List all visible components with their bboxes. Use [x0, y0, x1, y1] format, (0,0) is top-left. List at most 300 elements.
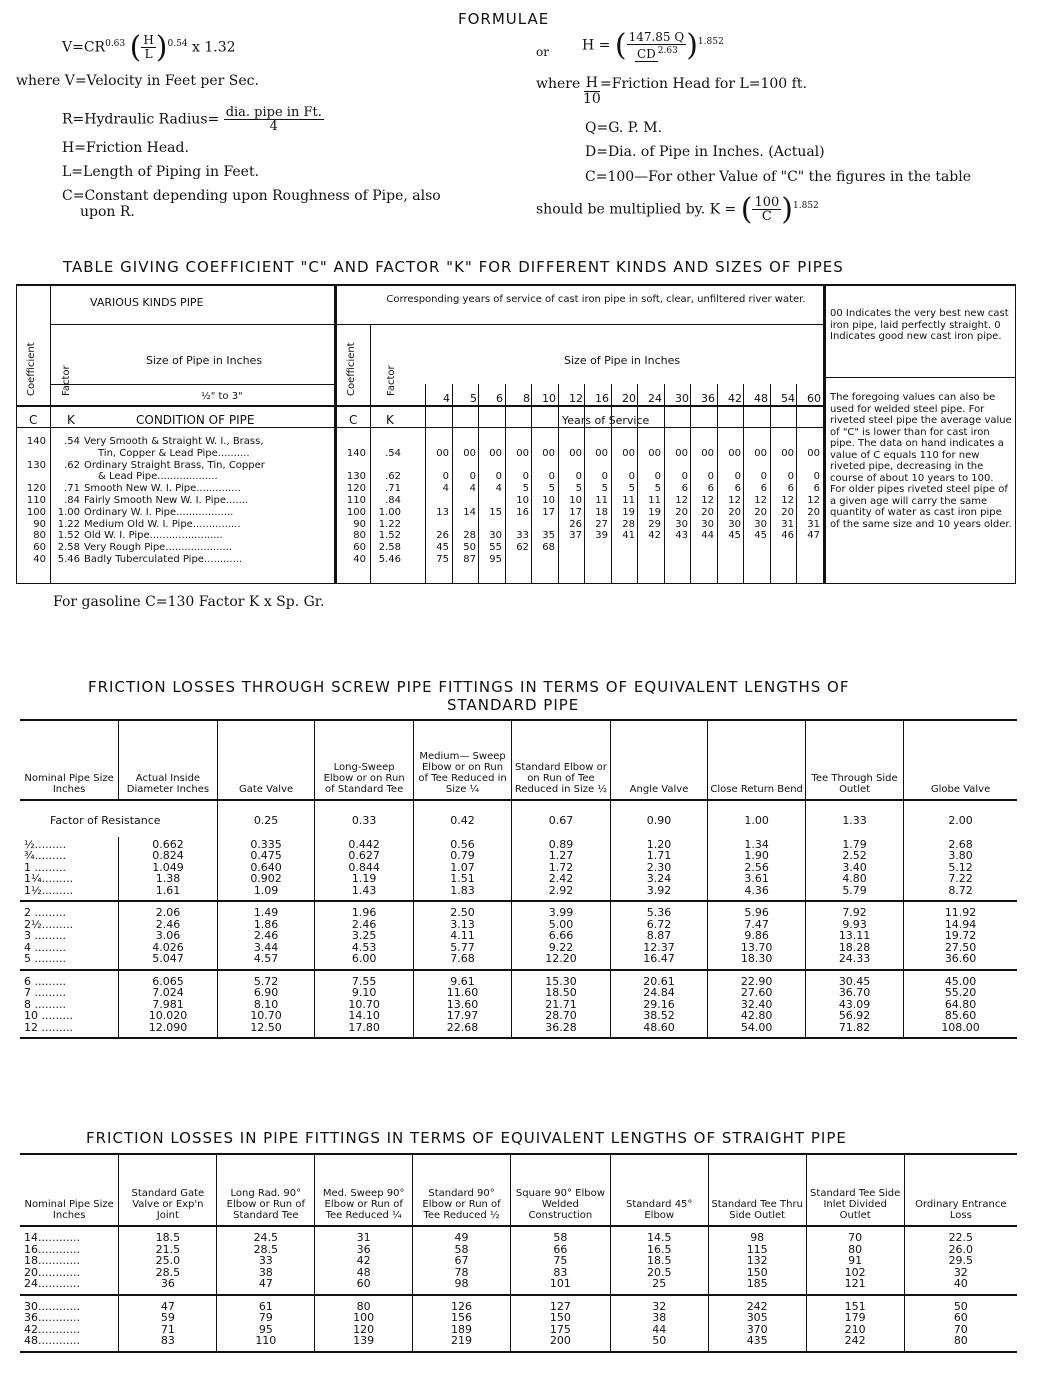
equivalent-length: 7.981 [152, 997, 184, 1011]
years-of-service: 5 [654, 483, 661, 494]
right-factor: 5.46 [378, 554, 401, 565]
equivalent-length: 29.5 [948, 1254, 974, 1267]
equivalent-length: 435 [746, 1334, 768, 1347]
resistance-factor: 2.00 [904, 800, 1017, 837]
value-cell [610, 1295, 708, 1352]
various-kinds-label: VARIOUS KINDS PIPE [90, 296, 204, 309]
equivalent-length: 108.00 [941, 1020, 980, 1034]
years-of-service: 00 [595, 448, 608, 459]
years-of-service: 0 [654, 471, 661, 482]
equivalent-length: 24.5 [253, 1231, 279, 1244]
value-cell [217, 837, 315, 902]
equivalent-length: 126 [451, 1299, 473, 1313]
years-of-service: 5 [601, 483, 608, 494]
equivalent-length: 21.5 [155, 1242, 181, 1256]
equivalent-length: 91 [848, 1254, 863, 1267]
equivalent-length: 43.09 [838, 997, 871, 1011]
equivalent-length: 38 [652, 1311, 667, 1324]
pipe-size: ½......... [24, 837, 67, 851]
equivalent-length: 120 [353, 1322, 375, 1336]
value-cell [708, 970, 806, 1039]
equivalent-length: 1.86 [253, 917, 279, 931]
equivalent-length: 370 [746, 1322, 768, 1336]
years-of-service: 33 [516, 530, 529, 541]
years-of-service: 46 [781, 530, 794, 541]
value-cell [511, 1295, 611, 1352]
equivalent-length: 48.60 [643, 1020, 675, 1034]
equivalent-length: 1.049 [152, 860, 184, 874]
equivalent-length: 3.80 [948, 849, 973, 862]
pipe-size-header: 36 [701, 392, 715, 405]
def-gpm: Q=G. P. M. [585, 120, 663, 136]
def-hydraulic-radius: R=Hydraulic Radius= $\frac{\text{dia. pipe in Ft.}}{4}$ [62, 105, 322, 134]
equivalent-length: 32 [652, 1299, 667, 1313]
column-header: Angle Valve [610, 720, 708, 800]
pipe-condition: Badly Tuberculated Pipe............ [84, 554, 243, 565]
years-of-service: 5 [522, 483, 529, 494]
value-cell [904, 837, 1017, 902]
column-header: Ordinary Entrance Loss [904, 1154, 1017, 1226]
years-of-service: 68 [542, 542, 555, 553]
value-cell [217, 970, 315, 1039]
def-c-100: C=100—For other Value of "C" the figures in the table [585, 169, 972, 185]
k-label-left: K [67, 413, 75, 427]
right-coefficient: 60 [353, 542, 366, 553]
years-of-service: 00 [754, 448, 767, 459]
equivalent-length: 8.10 [253, 997, 279, 1011]
equivalent-length: 1.49 [253, 906, 279, 919]
pipe-size: 42............ [24, 1322, 80, 1336]
equivalent-length: 19.72 [944, 929, 977, 942]
years-of-service: 31 [781, 519, 794, 530]
def-diameter: D=Dia. of Pipe in Inches. (Actual) [585, 144, 825, 160]
equivalent-length: 5.72 [253, 974, 279, 988]
equivalent-length: 151 [844, 1299, 866, 1313]
equivalent-length: 24.84 [643, 986, 675, 999]
years-of-service: 6 [787, 483, 794, 494]
equivalent-length: 3.99 [548, 906, 574, 919]
years-of-service: 75 [436, 554, 449, 565]
k-formula: should be multiplied by. K = ( $\frac{100}{C}$ )$^{1.852}$ [536, 192, 819, 227]
right-coefficient: 80 [353, 530, 366, 541]
value-cell [315, 837, 414, 902]
equivalent-length: 60 [356, 1277, 371, 1290]
equivalent-length: 55.20 [944, 986, 977, 999]
years-of-service: 11 [622, 495, 635, 506]
resistance-factor: 0.33 [315, 800, 414, 837]
years-of-service: 20 [754, 507, 767, 518]
left-factor: .54 [64, 436, 80, 447]
equivalent-length: 14.94 [944, 917, 977, 931]
equivalent-length: 60 [953, 1311, 968, 1324]
years-of-service: 47 [807, 530, 820, 541]
years-of-service: 30 [728, 519, 741, 530]
table3-title: FRICTION LOSSES IN PIPE FITTINGS IN TERMS OF EQUIVALENT LENGTHS OF STRAIGHT PIPE [86, 1129, 847, 1147]
equivalent-length: 21.71 [545, 997, 577, 1011]
equivalent-length: 80 [848, 1242, 863, 1256]
years-of-service: 12 [675, 495, 688, 506]
size-header-left: Size of Pipe in Inches [146, 354, 263, 367]
years-of-service: 87 [463, 554, 476, 565]
years-of-service: 0 [787, 471, 794, 482]
pipe-size: 36............ [24, 1311, 80, 1324]
column-header: Medium— Sweep Elbow or on Run of Tee Reduced in Size ¼ [413, 720, 511, 800]
equivalent-length: 71 [160, 1322, 175, 1336]
equivalent-length: 7.024 [152, 986, 184, 999]
equivalent-length: 83 [160, 1334, 175, 1347]
value-cell [315, 970, 414, 1039]
equivalent-length: 54.00 [740, 1020, 773, 1034]
value-cell [217, 1226, 315, 1295]
value-cell [805, 901, 903, 970]
equivalent-length: 210 [844, 1322, 866, 1336]
equivalent-length: 7.92 [842, 906, 867, 919]
value-cell [413, 970, 511, 1039]
equivalent-length: 3.61 [744, 872, 769, 885]
right-coefficient: 120 [346, 483, 366, 494]
equivalent-length: 13.11 [838, 929, 871, 942]
coefficient-label-left: Coefficient [26, 342, 37, 396]
years-of-service: 4 [495, 483, 502, 494]
years-of-service: 30 [675, 519, 688, 530]
years-of-service: 26 [436, 530, 449, 541]
equivalent-length: 16.47 [643, 952, 675, 965]
equivalent-length: 3.92 [646, 883, 672, 897]
column-header: Square 90° Elbow Welded Construction [511, 1154, 611, 1226]
equivalent-length: 2.46 [253, 929, 279, 942]
factor-label-right: Factor [386, 365, 397, 396]
equivalent-length: 1.71 [646, 849, 672, 862]
equivalent-length: 1.38 [155, 872, 181, 885]
def-h-over-10: $\frac{H}{10}$ [583, 75, 601, 107]
years-of-service: 0 [442, 471, 449, 482]
pipe-size-header: 8 [523, 392, 530, 405]
years-of-service: 6 [681, 483, 688, 494]
equivalent-length: 27.60 [740, 986, 773, 999]
equivalent-length: 110 [255, 1334, 277, 1347]
k-label-right: K [386, 413, 394, 427]
equivalent-length: 1.09 [253, 883, 279, 897]
equivalent-length: 36 [356, 1242, 371, 1256]
equivalent-length: 2.30 [646, 860, 672, 874]
years-of-service: 19 [648, 507, 661, 518]
pipe-size: 20............ [24, 1265, 80, 1279]
right-factor: 1.52 [378, 530, 401, 541]
equivalent-length: 36.60 [944, 952, 977, 965]
years-of-service: 00 [569, 448, 582, 459]
years-of-service: 41 [622, 530, 635, 541]
years-of-service: 0 [548, 471, 555, 482]
equivalent-length: 1.83 [450, 883, 475, 897]
equivalent-length: 7.47 [744, 917, 769, 931]
equivalent-length: 132 [746, 1254, 768, 1267]
equivalent-length: 70 [848, 1231, 863, 1244]
equivalent-length: 7.68 [450, 952, 475, 965]
years-of-service: 42 [648, 530, 661, 541]
def-constant-cont: upon R. [80, 204, 135, 220]
years-of-service: 11 [595, 495, 608, 506]
pipe-size: 1½......... [24, 883, 74, 897]
value-cell [119, 837, 218, 902]
years-of-service: 00 [701, 448, 714, 459]
value-cell [610, 970, 708, 1039]
equivalent-length: 3.13 [450, 917, 475, 931]
equivalent-length: 47 [258, 1277, 273, 1290]
column-header: Actual Inside Diameter Inches [119, 720, 218, 800]
equivalent-length: 1.90 [744, 849, 769, 862]
equivalent-length: 5.96 [744, 906, 769, 919]
equivalent-length: 10.70 [250, 1009, 282, 1022]
years-of-service: 26 [569, 519, 582, 530]
equivalent-length: 80 [356, 1299, 371, 1313]
equivalent-length: 2.52 [842, 849, 867, 862]
left-factor: .71 [64, 483, 80, 494]
equivalent-length: 5.12 [948, 860, 973, 874]
equivalent-length: 1.72 [548, 860, 574, 874]
column-header: Standard Tee Thru Side Outlet [708, 1154, 806, 1226]
value-cell [413, 1226, 511, 1295]
right-coefficient: 110 [346, 495, 366, 506]
pipe-size-cell [20, 1295, 119, 1352]
column-header: Long Rad. 90° Elbow or Run of Standard Tee [217, 1154, 315, 1226]
equivalent-length: 31 [356, 1231, 371, 1244]
pipe-size-header: 10 [542, 392, 556, 405]
years-of-service: 30 [754, 519, 767, 530]
equivalent-length: 2.56 [744, 860, 769, 874]
equivalent-length: 139 [353, 1334, 375, 1347]
years-of-service: 0 [628, 471, 635, 482]
equivalent-length: 3.40 [842, 860, 867, 874]
years-of-service: 17 [542, 507, 555, 518]
equivalent-length: 2.50 [450, 906, 475, 919]
factor-of-resistance-label: Factor of Resistance [50, 814, 161, 827]
equivalent-length: 242 [746, 1299, 768, 1313]
value-cell [904, 970, 1017, 1039]
screw-fittings-table [20, 719, 1017, 1039]
equivalent-length: 0.79 [450, 849, 475, 862]
pipe-size: 12 ......... [24, 1020, 73, 1034]
equivalent-length: 61 [258, 1299, 273, 1313]
years-of-service: 5 [575, 483, 582, 494]
pipe-size-header: 60 [807, 392, 821, 405]
pipe-condition: Old W. I. Pipe....................... [84, 530, 223, 541]
right-factor: .84 [385, 495, 401, 506]
value-cell [512, 837, 611, 902]
right-factor: 2.58 [378, 542, 401, 553]
head-formula: H = ( $\frac{147.85 Q}{CD ^{2.63}}$ )$^{1.852}$ [582, 28, 724, 63]
years-of-service: 95 [489, 554, 502, 565]
table2-title-2: STANDARD PIPE [447, 696, 580, 714]
equivalent-length: 36.28 [545, 1020, 577, 1034]
equivalent-length: 102 [844, 1265, 866, 1279]
factor-label-left: Factor [61, 365, 72, 396]
equivalent-length: 9.61 [450, 974, 475, 988]
def-where: where [536, 76, 581, 92]
equivalent-length: 4.53 [351, 940, 377, 954]
value-cell [413, 837, 511, 902]
value-cell [610, 1226, 708, 1295]
equivalent-length: 7.55 [351, 974, 377, 988]
right-coefficient: 100 [346, 507, 366, 518]
equivalent-length: 22.68 [446, 1020, 479, 1034]
years-of-service: 0 [575, 471, 582, 482]
years-of-service: 19 [622, 507, 635, 518]
value-cell [512, 901, 611, 970]
equivalent-length: 1.61 [155, 883, 181, 897]
years-of-service: 35 [542, 530, 555, 541]
pipe-size-header: 5 [470, 392, 477, 405]
years-of-service: 30 [701, 519, 714, 530]
equivalent-length: 32.40 [740, 997, 773, 1011]
value-cell [806, 1295, 904, 1352]
years-of-service: 50 [463, 542, 476, 553]
years-of-service: 00 [781, 448, 794, 459]
value-cell [805, 837, 903, 902]
value-cell [708, 837, 806, 902]
years-of-service: 4 [442, 483, 449, 494]
right-coefficient: 90 [353, 519, 366, 530]
column-header: Close Return Bend [708, 720, 806, 800]
equivalent-length: 0.844 [348, 860, 380, 874]
equivalent-length: 78 [454, 1265, 469, 1279]
value-cell [119, 1226, 217, 1295]
table2-title-1: FRICTION LOSSES THROUGH SCREW PIPE FITTINGS IN TERMS OF EQUIVALENT LENGTHS OF [88, 678, 850, 696]
equivalent-length: 150 [746, 1265, 768, 1279]
years-of-service: 00 [622, 448, 635, 459]
years-of-service: 15 [489, 507, 502, 518]
equivalent-length: 36.70 [838, 986, 871, 999]
value-cell [315, 1295, 413, 1352]
resistance-factor: 0.90 [610, 800, 708, 837]
equivalent-length: 22.5 [948, 1231, 974, 1244]
pipe-condition: Tin, Copper & Lead Pipe.......... [98, 448, 250, 459]
equivalent-length: 95 [258, 1322, 273, 1336]
c-label-right: C [349, 413, 358, 427]
column-header: Gate Valve [217, 720, 315, 800]
pipe-size-cell [20, 901, 119, 970]
equivalent-length: 13.70 [740, 940, 773, 954]
equivalent-length: 101 [549, 1277, 571, 1290]
equivalent-length: 59 [160, 1311, 175, 1324]
equivalent-length: 175 [549, 1322, 571, 1336]
left-coefficient: 130 [26, 460, 46, 471]
equivalent-length: 2.68 [948, 837, 973, 851]
years-of-service: 0 [734, 471, 741, 482]
left-factor: 5.46 [57, 554, 80, 565]
equivalent-length: 2.92 [548, 883, 574, 897]
equivalent-length: 14.10 [348, 1009, 380, 1022]
years-of-service: 44 [701, 530, 714, 541]
equivalent-length: 0.902 [250, 872, 282, 885]
years-of-service: 16 [516, 507, 529, 518]
value-cell [708, 1295, 806, 1352]
equivalent-length: 29.16 [643, 997, 675, 1011]
equivalent-length: 305 [746, 1311, 768, 1324]
equivalent-length: 13.60 [446, 997, 479, 1011]
years-of-service: 0 [601, 471, 608, 482]
pipe-size-cell [20, 1226, 119, 1295]
equivalent-length: 6.66 [548, 929, 574, 942]
pipe-condition: Fairly Smooth New W. I. Pipe....... [84, 495, 249, 506]
equivalent-length: 85.60 [944, 1009, 977, 1022]
right-factor: 1.22 [378, 519, 401, 530]
equivalent-length: 26.0 [948, 1242, 974, 1256]
value-cell [904, 901, 1017, 970]
equivalent-length: 12.090 [148, 1020, 188, 1034]
years-service-label: Years of Service [562, 414, 650, 427]
years-of-service: 10 [516, 495, 529, 506]
value-cell [805, 970, 903, 1039]
years-of-service: 12 [754, 495, 767, 506]
equivalent-length: 44 [652, 1322, 667, 1336]
pipe-size-header: 48 [754, 392, 768, 405]
equivalent-length: 10.020 [148, 1009, 188, 1022]
equivalent-length: 9.22 [548, 940, 574, 954]
equivalent-length: 127 [549, 1299, 571, 1313]
years-of-service: 0 [681, 471, 688, 482]
equivalent-length: 6.00 [351, 952, 377, 965]
pipe-size-header: 20 [622, 392, 636, 405]
pipe-size-header: 54 [781, 392, 795, 405]
equivalent-length: 10.70 [348, 997, 380, 1011]
def-constant: C=Constant depending upon Roughness of Pipe, also [62, 188, 441, 204]
right-coefficient: 130 [346, 471, 366, 482]
equivalent-length: 200 [549, 1334, 571, 1347]
pipe-fittings-table [20, 1153, 1017, 1353]
left-coefficient: 40 [33, 554, 46, 565]
years-of-service: 12 [781, 495, 794, 506]
left-factor: .62 [64, 460, 80, 471]
equivalent-length: 75 [553, 1254, 568, 1267]
equivalent-length: 18.28 [838, 940, 871, 954]
pipe-size-header: 30 [675, 392, 689, 405]
equivalent-length: 47 [160, 1299, 175, 1313]
def-friction-head-l: =Friction Head for L=100 ft. [600, 76, 807, 92]
pipe-size: 24............ [24, 1277, 80, 1290]
years-of-service: 00 [463, 448, 476, 459]
equivalent-length: 115 [746, 1242, 768, 1256]
value-cell [806, 1226, 904, 1295]
table1-title: TABLE GIVING COEFFICIENT "C" AND FACTOR "K" FOR DIFFERENT KINDS AND SIZES OF PIPES [63, 258, 844, 276]
equivalent-length: 1.79 [842, 837, 867, 851]
years-of-service: 13 [436, 507, 449, 518]
equivalent-length: 8.72 [948, 883, 973, 897]
value-cell [610, 901, 708, 970]
equivalent-length: 5.79 [842, 883, 867, 897]
value-cell [904, 1226, 1017, 1295]
value-cell [610, 837, 708, 902]
equivalent-length: 0.56 [450, 837, 475, 851]
left-factor: .84 [64, 495, 80, 506]
years-of-service: 5 [548, 483, 555, 494]
years-of-service: 6 [707, 483, 714, 494]
note-top: 00 Indicates the very best new cast iron pipe, laid perfectly straight. 0 Indicates good new cast iron pipe. [830, 308, 1009, 342]
years-of-service: 0 [813, 471, 820, 482]
equivalent-length: 11.92 [944, 906, 977, 919]
equivalent-length: 3.44 [253, 940, 279, 954]
equivalent-length: 1.96 [351, 906, 377, 919]
equivalent-length: 0.640 [250, 860, 282, 874]
years-of-service: 10 [542, 495, 555, 506]
coefficient-label-right: Coefficient [346, 342, 357, 396]
equivalent-length: 17.97 [446, 1009, 479, 1022]
pipe-condition: Very Rough Pipe..................... [84, 542, 233, 553]
pipe-size-header: 6 [496, 392, 503, 405]
years-of-service: 12 [728, 495, 741, 506]
pipe-condition: Ordinary Straight Brass, Tin, Copper [84, 460, 265, 471]
pipe-size-header: 16 [595, 392, 609, 405]
value-cell [904, 1295, 1017, 1352]
